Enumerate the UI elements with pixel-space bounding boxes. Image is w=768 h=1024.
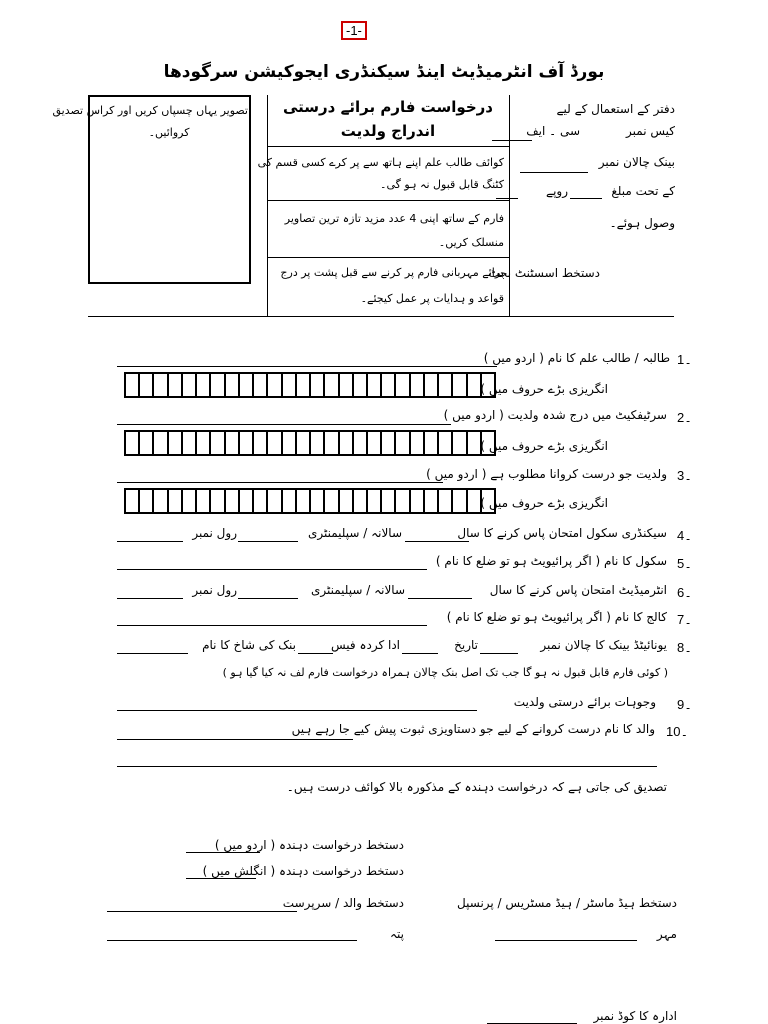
item-8-branch-label: بنک کی شاخ کا نام bbox=[202, 638, 296, 652]
header-bottom-rule bbox=[88, 316, 674, 317]
item-2-label: سرٹیفکیٹ میں درج شدہ ولدیت ( اردو میں ) bbox=[443, 408, 667, 422]
item-6-number: 6۔ bbox=[677, 585, 692, 600]
item-8-number: 8۔ bbox=[677, 640, 692, 655]
case-number-label: کیس نمبر bbox=[626, 124, 675, 138]
applicant-urdu-sign-label: دستخط درخواست دہندہ ( اردو میں ) bbox=[214, 838, 404, 852]
seal-field[interactable] bbox=[495, 940, 637, 941]
received-label: وصول ہوئے۔ bbox=[609, 216, 675, 230]
item-10-field-2[interactable] bbox=[117, 766, 657, 767]
amount-field[interactable] bbox=[570, 198, 602, 199]
item-8-branch-field[interactable] bbox=[117, 653, 188, 654]
photo-box bbox=[52, 95, 251, 284]
item-1-eng-label: انگریزی بڑے حروف میں ) bbox=[480, 382, 608, 396]
item-4-annual-label: سالانہ / سپلیمنٹری bbox=[307, 526, 402, 540]
case-prefix: سی ۔ ایف bbox=[526, 124, 580, 138]
item-5-number: 5۔ bbox=[677, 556, 692, 571]
item-1-label: طالبہ / طالب علم کا نام ( اردو میں ) bbox=[483, 351, 670, 365]
institution-code-label: ادارہ کا کوڈ نمبر bbox=[593, 1009, 677, 1023]
note-3a: برائے مہربانی فارم پر کرنے سے قبل پشت پر درج bbox=[280, 266, 504, 279]
form-title-2: اندراج ولدیت bbox=[340, 122, 436, 140]
item-3-urdu-field[interactable] bbox=[117, 482, 443, 483]
item-9-number: 9۔ bbox=[677, 697, 692, 712]
item-3-eng-label: انگریزی بڑے حروف میں ) bbox=[480, 496, 608, 510]
item-4-number: 4۔ bbox=[677, 528, 692, 543]
item-1-number: 1۔ bbox=[677, 352, 692, 367]
item-6-annual-label: سالانہ / سپلیمنٹری bbox=[310, 583, 405, 597]
note-3b: قواعد و ہدایات پر عمل کیجئے۔ bbox=[360, 292, 504, 305]
item-2-urdu-field[interactable] bbox=[117, 424, 451, 425]
item-6-roll-label: رول نمبر bbox=[192, 583, 237, 597]
item-8-bank-label: یونائیٹڈ بینک کا چالان نمبر bbox=[540, 638, 667, 652]
item-8-fee-label: ادا کردہ فیس bbox=[330, 638, 400, 652]
case-number-field[interactable] bbox=[492, 140, 532, 141]
guardian-sign-field[interactable] bbox=[107, 911, 297, 912]
item-7-label: کالج کا نام ( اگر پرائیویٹ ہو تو ضلع کا نام ) bbox=[446, 610, 667, 624]
item-2-letter-grid[interactable] bbox=[124, 430, 496, 456]
address-field[interactable] bbox=[107, 940, 357, 941]
item-5-field[interactable] bbox=[117, 569, 427, 570]
address-label: پتہ bbox=[390, 927, 404, 941]
item-5-label: سکول کا نام ( اگر پرائیویٹ ہو تو ضلع کا نام ) bbox=[435, 554, 667, 568]
applicant-eng-sign-label: دستخط درخواست دہندہ ( انگلش میں ) bbox=[202, 864, 404, 878]
seal-label: مہر bbox=[656, 927, 677, 941]
item-8-date-field[interactable] bbox=[402, 653, 438, 654]
item-4-roll-label: رول نمبر bbox=[192, 526, 237, 540]
item-4-year-field[interactable] bbox=[405, 541, 469, 542]
item-8-date-label: تاریخ bbox=[454, 638, 478, 652]
item-6-annual-field[interactable] bbox=[238, 598, 298, 599]
item-3-number: 3۔ bbox=[677, 468, 692, 483]
item-4-label: سیکنڈری سکول امتحان پاس کرنے کا سال bbox=[457, 526, 667, 540]
center-divider-3 bbox=[267, 257, 509, 258]
note-2b: منسلک کریں۔ bbox=[438, 236, 504, 249]
bank-challan-label: بینک چالان نمبر bbox=[598, 155, 675, 169]
note-1b: کٹنگ قابل قبول نہ ہو گی۔ bbox=[380, 178, 504, 191]
applicant-eng-sign-field[interactable] bbox=[186, 878, 256, 879]
note-2a: فارم کے ساتھ اپنی 4 عدد مزید تازہ ترین تصاویر bbox=[284, 212, 504, 225]
item-8-fee-field[interactable] bbox=[298, 653, 333, 654]
under-amount-label: کے تحت مبلغ bbox=[611, 184, 675, 198]
item-1-letter-grid[interactable] bbox=[124, 372, 496, 398]
applicant-urdu-sign-field[interactable] bbox=[186, 852, 260, 853]
item-9-label: وجوہات برائے درستی ولدیت bbox=[513, 695, 656, 709]
center-divider-1 bbox=[267, 146, 509, 147]
item-3-label: ولدیت جو درست کروانا مطلوب ہے ( اردو میں ) bbox=[426, 467, 667, 481]
item-10-field-1[interactable] bbox=[117, 739, 353, 740]
item-6-label: انٹرمیڈیٹ امتحان پاس کرنے کا سال bbox=[489, 583, 667, 597]
photo-instruction-b: کروائیں۔ bbox=[148, 126, 190, 139]
headmaster-sign-label: دستخط ہیڈ ماسٹر / ہیڈ مسٹریس / پرنسپل bbox=[457, 896, 677, 910]
item-1-urdu-field[interactable] bbox=[117, 366, 497, 367]
item-6-year-field[interactable] bbox=[408, 598, 472, 599]
photo-instruction-a: تصویر یہاں چسپاں کریں اور کراس تصدیق bbox=[52, 104, 248, 117]
certification-text: تصدیق کی جاتی ہے کہ درخواست دہندہ کے مذکورہ بالا کوائف درست ہیں۔ bbox=[286, 780, 667, 794]
office-use-label: دفتر کے استعمال کے لیے bbox=[556, 102, 675, 116]
board-title: بورڈ آف انٹرمیڈیٹ اینڈ سیکنڈری ایجوکیشن سرگودھا bbox=[163, 62, 605, 82]
item-10-label: والد کا نام درست کروانے کے لیے جو دستاویزی ثبوت پیش کیے جا رہے ہیں bbox=[291, 722, 655, 736]
item-7-field[interactable] bbox=[117, 625, 427, 626]
rupees-label: روپے bbox=[546, 184, 568, 198]
item-2-number: 2۔ bbox=[677, 410, 692, 425]
item-8-note: ( کوئی فارم قابل قبول نہ ہو گا جب تک اصل بنک چالان ہمراہ درخواست فارم لف نہ کیا گیا ہو ) bbox=[222, 666, 668, 679]
item-4-roll-field[interactable] bbox=[117, 541, 183, 542]
note-1a: کوائف طالب علم اپنے ہاتھ سے پر کرے کسی قسم کی bbox=[257, 156, 504, 169]
center-col-right-border bbox=[509, 95, 510, 316]
center-divider-2 bbox=[267, 200, 509, 201]
item-8-challan-field[interactable] bbox=[480, 653, 518, 654]
item-3-letter-grid[interactable] bbox=[124, 488, 496, 514]
item-9-field[interactable] bbox=[117, 710, 477, 711]
item-4-annual-field[interactable] bbox=[238, 541, 298, 542]
item-7-number: 7۔ bbox=[677, 612, 692, 627]
center-col-left-border bbox=[267, 95, 268, 316]
page-number: -1- bbox=[341, 21, 367, 40]
sign-assistant-label: دستخط اسسٹنٹ بجٹ bbox=[488, 266, 600, 280]
amount-field-2[interactable] bbox=[496, 198, 518, 199]
item-2-eng-label: انگریزی بڑے حروف میں ) bbox=[480, 439, 608, 453]
item-10-number: 10۔ bbox=[666, 724, 689, 739]
guardian-sign-label: دستخط والد / سرپرست bbox=[282, 896, 404, 910]
form-title-1: درخواست فارم برائے درستی bbox=[283, 98, 493, 116]
item-6-roll-field[interactable] bbox=[117, 598, 183, 599]
bank-challan-field[interactable] bbox=[520, 172, 588, 173]
